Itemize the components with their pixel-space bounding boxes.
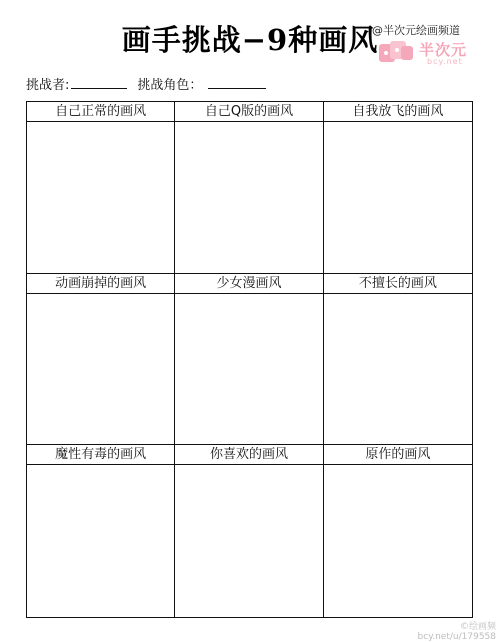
watermark-line: ©绘画频 <box>459 622 496 632</box>
drawing-area <box>175 465 322 617</box>
grid-cell <box>175 102 323 274</box>
grid-cell <box>175 274 323 446</box>
logo-mark-icon <box>377 38 417 66</box>
cell-title: 自我放飞的画风 <box>324 102 472 122</box>
grid-cell <box>324 274 472 446</box>
role-label: 挑战角色： <box>137 78 203 93</box>
drawing-area <box>175 294 322 445</box>
style-grid <box>26 101 473 618</box>
page-title: 画手挑战−9种画风 <box>121 23 379 57</box>
credit-text: @半次元绘画频道 <box>372 24 460 37</box>
grid-cell <box>175 445 323 617</box>
cell-title: 你喜欢的画风 <box>175 445 322 465</box>
logo-wordmark: 半次元 <box>419 41 468 59</box>
drawing-area <box>324 294 472 445</box>
cell-title: 动画崩掉的画风 <box>27 274 174 294</box>
grid-cell <box>27 445 175 617</box>
grid-cell <box>27 274 175 446</box>
grid-cell <box>27 102 175 274</box>
logo-url: bcy.net <box>427 57 463 66</box>
drawing-area <box>324 465 472 617</box>
watermark <box>404 622 496 642</box>
drawing-area <box>324 122 472 273</box>
challenger-blank-line <box>71 76 127 89</box>
challenge-fields <box>26 74 266 93</box>
watermark-url: bcy.net/u/179558 <box>417 632 496 642</box>
bcy-logo <box>377 36 473 68</box>
role-blank-line <box>208 76 266 89</box>
cell-title: 少女漫画风 <box>175 274 322 294</box>
challenger-label: 挑战者: <box>26 78 70 93</box>
grid-cell <box>324 102 472 274</box>
role-field <box>137 74 266 93</box>
drawing-area <box>27 294 174 445</box>
cell-title: 不擅长的画风 <box>324 274 472 294</box>
cell-title: 原作的画风 <box>324 445 472 465</box>
drawing-area <box>27 122 174 273</box>
grid-cell <box>324 445 472 617</box>
cell-title: 自己Q版的画风 <box>175 102 322 122</box>
drawing-area <box>27 465 174 617</box>
cell-title: 魔性有毒的画风 <box>27 445 174 465</box>
drawing-area <box>175 122 322 273</box>
cell-title: 自己正常的画风 <box>27 102 174 122</box>
challenger-field <box>26 74 127 93</box>
